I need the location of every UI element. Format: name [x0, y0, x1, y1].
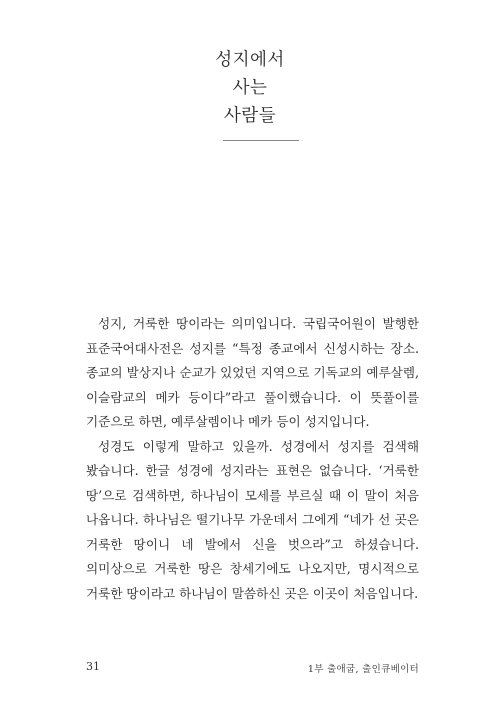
- paragraph-1: 성지, 거룩한 땅이라는 의미입니다. 국립국어원이 발행한 표준국어대사전은 성지를 “특정 종교에서 신성시하는 장소. 종교의 발상지나 순교가 있었던 지역으로 기독교의 예루살렘, 이슬람교의 메카 등이다”라고 풀이했습니다. 이 뜻풀이를 기준으로 하면, 예루살렘이나 메카 등이 성지입니다.: [86, 316, 419, 429]
- body-text: [86, 312, 419, 606]
- chapter-title-line-1: 성지에서: [215, 50, 285, 70]
- paragraph-2: 성경도 이렇게 말하고 있을까. 성경에서 성지를 검색해 봤습니다. 한글 성경에 성지라는 표현은 없습니다. ‘거룩한 땅’으로 검색하면, 하나님이 모세를 부르실 때 이 말이 처음 나옵니다. 하나님은 떨기나무 가운데서 그에게 “네가 선 곳은 거룩한 땅이니 네 발에서 신을 벗으라”고 하셨습니다. 의미상으로 거룩한 땅은 창세기에도 나오지만, 명시적으로 거룩한 땅이라고 하나님이 말씀하신 곳은 이곳이 처음입니다.: [86, 438, 419, 601]
- chapter-title: [0, 46, 500, 130]
- page-number: 31: [86, 660, 100, 673]
- running-head: 1부 출애굽, 출인큐베이터: [307, 664, 419, 675]
- chapter-title-line-3: 사람들: [223, 106, 277, 126]
- title-divider: [223, 140, 299, 141]
- chapter-title-line-2: 사는: [232, 78, 268, 98]
